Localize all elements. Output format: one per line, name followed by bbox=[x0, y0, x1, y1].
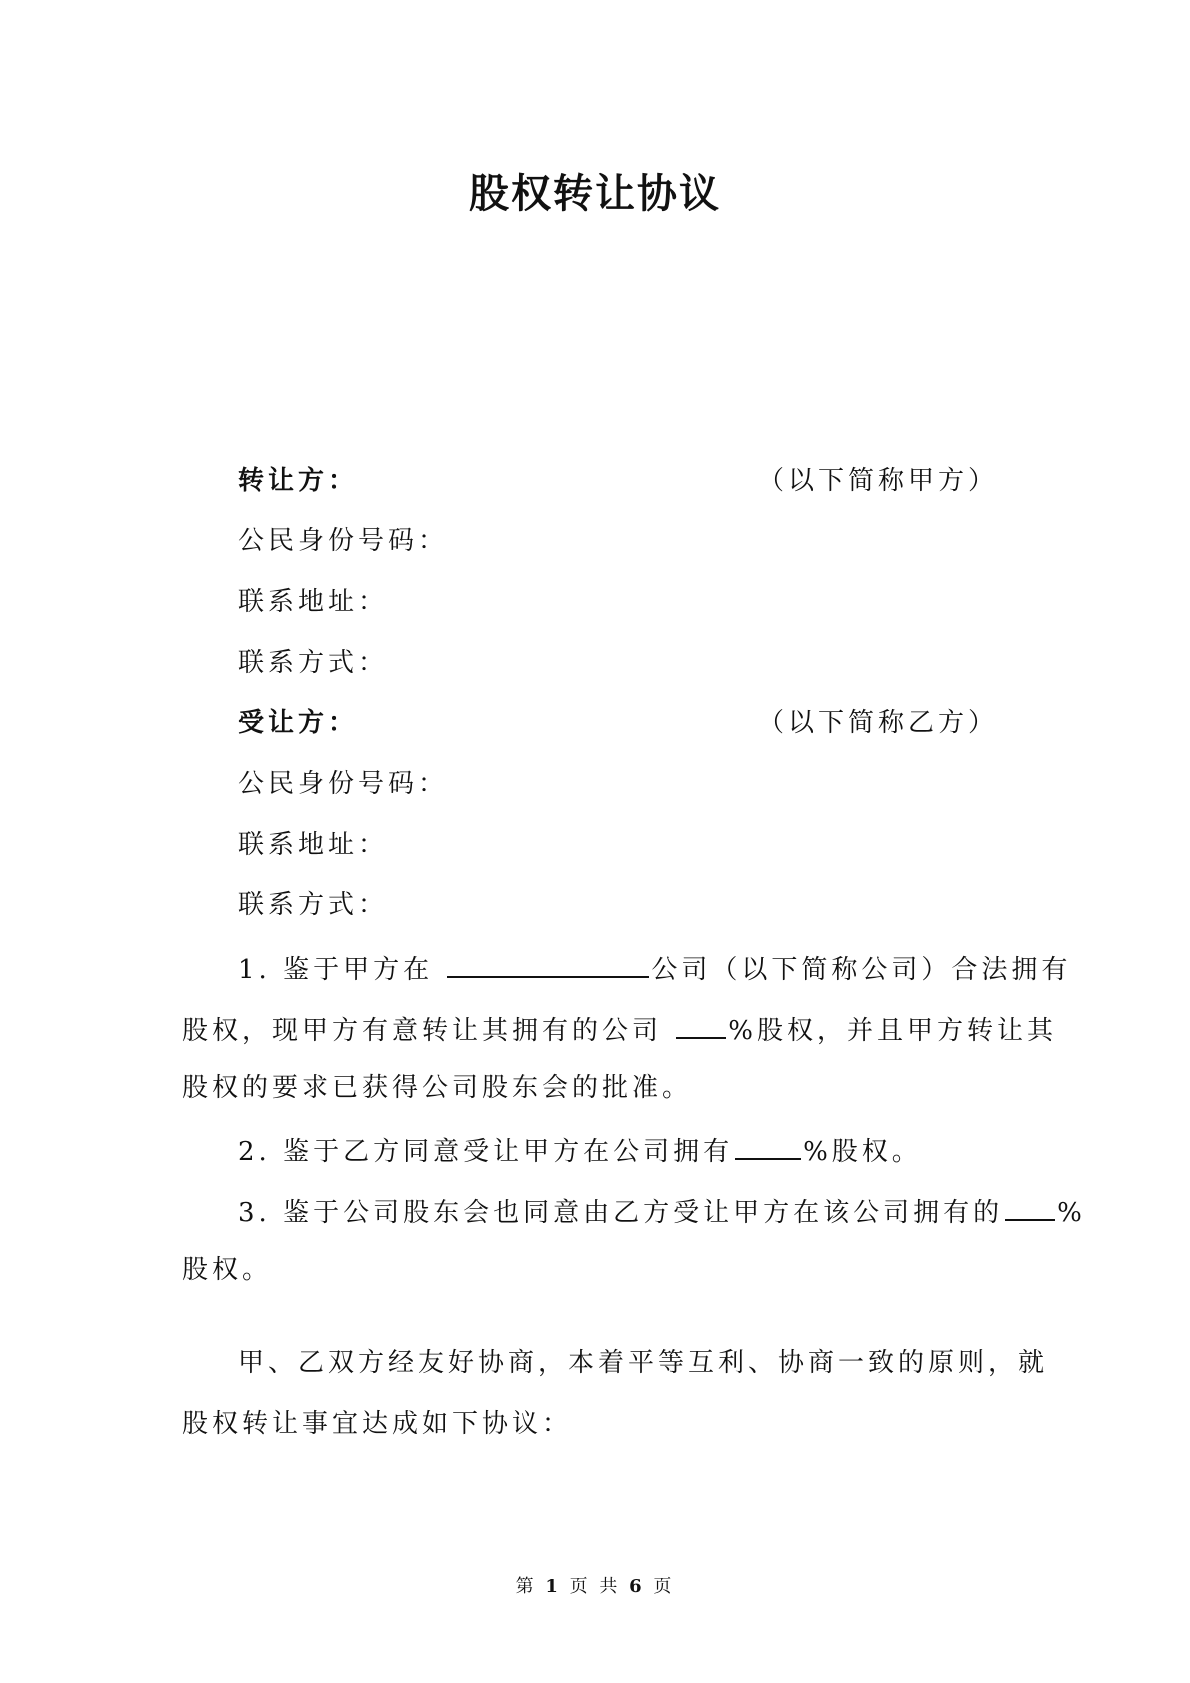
transferor-contact-label: 联系方式： bbox=[238, 648, 389, 678]
agreement-line-1: 甲、乙双方经友好协商，本着平等互利、协商一致的原则，就 bbox=[238, 1348, 1049, 1378]
footer-prefix: 第 bbox=[515, 1576, 537, 1597]
transferor-address-label: 联系地址： bbox=[238, 587, 389, 617]
percentage-blank-3 bbox=[1005, 1189, 1055, 1221]
clause-2 bbox=[238, 1128, 922, 1172]
percentage-blank-2 bbox=[735, 1128, 801, 1160]
transferor-note: （以下简称甲方） bbox=[758, 466, 999, 496]
clause-3-line-1 bbox=[238, 1189, 1086, 1233]
page-footer bbox=[0, 1572, 1190, 1598]
clause-1-text-b: 公司（以下简称公司）合法拥有 bbox=[651, 955, 1072, 985]
clause-1-line-1 bbox=[238, 946, 1071, 990]
transferor-id-label: 公民身份号码： bbox=[238, 526, 449, 556]
footer-suffix: 页 bbox=[653, 1576, 675, 1597]
transferee-label: 受让方： bbox=[238, 708, 359, 738]
transferee-contact-label: 联系方式： bbox=[238, 890, 389, 920]
document-title: 股权转让协议 bbox=[469, 170, 721, 217]
footer-middle: 页 共 bbox=[569, 1576, 621, 1597]
footer-page-number: 1 bbox=[545, 1576, 561, 1597]
clause-3-line-2: 股权。 bbox=[182, 1255, 273, 1285]
percentage-blank-1 bbox=[676, 1007, 726, 1039]
transferee-address-label: 联系地址： bbox=[238, 830, 389, 860]
clause-2-text-b: %股权。 bbox=[803, 1137, 922, 1167]
clause-1-line-2 bbox=[182, 1007, 1057, 1051]
clause-1-text-a: 1. 鉴于甲方在 bbox=[238, 955, 446, 985]
clause-2-text-a: 2. 鉴于乙方同意受让甲方在公司拥有 bbox=[238, 1137, 734, 1167]
company-name-blank bbox=[447, 946, 649, 978]
clause-1-line-2-text-b: %股权，并且甲方转让其 bbox=[728, 1016, 1057, 1046]
transferee-note: （以下简称乙方） bbox=[758, 708, 999, 738]
clause-3-text-b: % bbox=[1057, 1198, 1086, 1228]
footer-total-pages: 6 bbox=[629, 1576, 645, 1597]
clause-1-line-3: 股权的要求已获得公司股东会的批准。 bbox=[182, 1073, 693, 1103]
agreement-line-2: 股权转让事宜达成如下协议： bbox=[182, 1409, 573, 1439]
clause-1-line-2-text-a: 股权，现甲方有意转让其拥有的公司 bbox=[182, 1016, 675, 1046]
transferee-id-label: 公民身份号码： bbox=[238, 769, 449, 799]
clause-3-text-a: 3. 鉴于公司股东会也同意由乙方受让甲方在该公司拥有的 bbox=[238, 1198, 1004, 1228]
transferor-label: 转让方： bbox=[238, 466, 359, 496]
